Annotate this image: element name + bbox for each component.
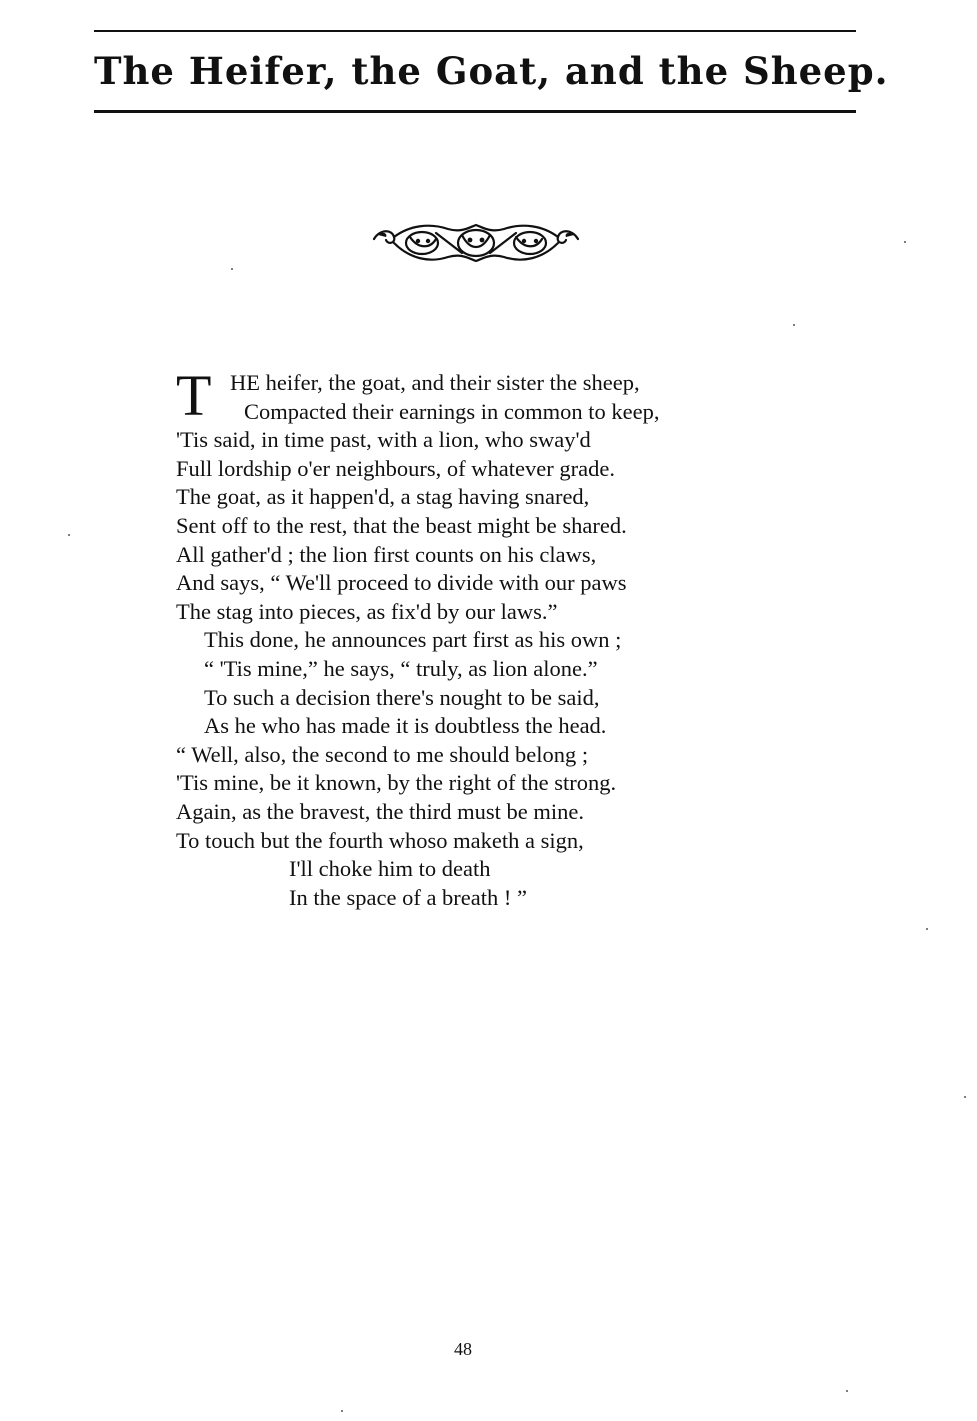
paper-speck <box>231 268 233 270</box>
poem-line: The stag into pieces, as fix'd by our laws.” <box>176 598 558 624</box>
paper-speck <box>964 1096 966 1098</box>
paper-speck <box>846 1390 848 1392</box>
poem-line: I'll choke him to death <box>289 856 491 882</box>
header-top-rule <box>94 30 856 32</box>
poem-line: As he who has made it is doubtless the head. <box>204 713 607 739</box>
page-number: 48 <box>454 1339 472 1359</box>
paper-speck <box>793 324 795 326</box>
decorative-tailpiece-icon <box>370 219 582 267</box>
paper-speck <box>68 534 70 536</box>
poem-text <box>176 363 816 912</box>
paper-speck <box>926 928 928 930</box>
drop-cap: T <box>176 363 212 428</box>
poem-line: In the space of a breath ! ” <box>289 884 527 910</box>
page-title: The Heifer, the Goat, and the Sheep. <box>94 49 889 93</box>
poem-line: 'Tis said, in time past, with a lion, who sway'd <box>176 427 591 453</box>
poem-line: This done, he announces part first as his own ; <box>204 627 622 653</box>
paper-speck <box>341 1410 343 1412</box>
poem-line: Compacted their earnings in common to keep, <box>244 398 660 424</box>
poem-line: “ Well, also, the second to me should belong ; <box>176 741 589 767</box>
poem-line: HE heifer, the goat, and their sister the sheep, <box>230 370 640 395</box>
paper-speck <box>904 241 906 243</box>
header-bottom-rule <box>94 110 856 113</box>
poem-line: The goat, as it happen'd, a stag having snared, <box>176 484 590 510</box>
poem-line: Sent off to the rest, that the beast might be shared. <box>176 512 627 538</box>
poem-line: And says, “ We'll proceed to divide with our paws <box>176 570 627 596</box>
poem-line: To such a decision there's nought to be said, <box>204 684 600 710</box>
poem-line: To touch but the fourth whoso maketh a sign, <box>176 827 584 853</box>
poem-line: 'Tis mine, be it known, by the right of the strong. <box>176 770 617 796</box>
poem-line: Again, as the bravest, the third must be mine. <box>176 798 585 824</box>
poem-line: Full lordship o'er neighbours, of whatever grade. <box>176 455 615 481</box>
poem-line: “ 'Tis mine,” he says, “ truly, as lion alone.” <box>204 655 598 681</box>
poem-line: All gather'd ; the lion first counts on his claws, <box>176 541 597 567</box>
